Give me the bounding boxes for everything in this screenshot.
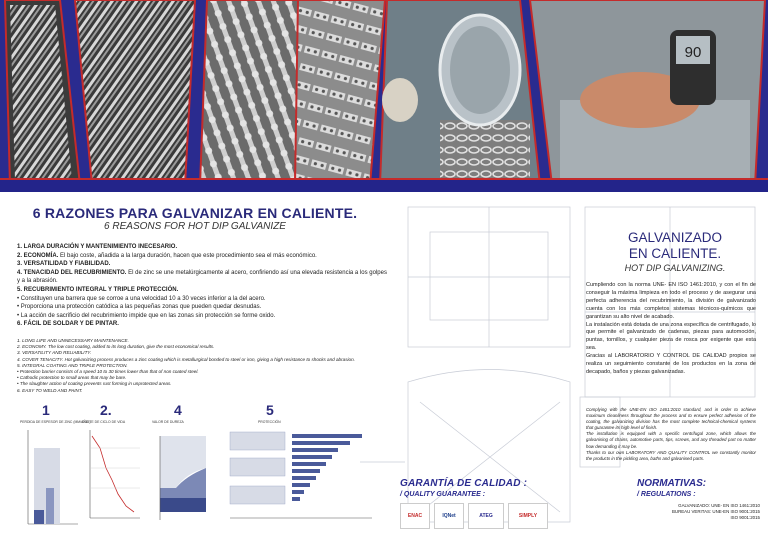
paragraph: Gracias al LABORATORIO Y CONTROL DE CALIDAD propios se realiza un seguimiento constante de los productos en la zona de decapado, baños y piezas galvanizadas.	[586, 353, 756, 375]
reason-item-en: 1. LONG LIFE AND UNNECESSARY MAINTENANCE.	[17, 338, 129, 343]
minichart-graphic	[20, 428, 80, 528]
galvanizing-text-english	[586, 407, 756, 462]
minichart-caption: PERDIDA DE ESPESOR DE ZINC (ΜM/AÑO.)	[20, 420, 91, 424]
minichart-graphic	[82, 428, 142, 528]
paragraph: Cumpliendo con la norma UNE- EN ISO 1461:2010, y con el fin de conseguir la máxima limpieza en todo el proceso y de asegurar una perfecta adherencia del recubrimiento, la división de galvanizado cuenta con los más completos sistemas técnicos-químicos que garantizan su alto nivel de acabado.	[586, 282, 756, 320]
reason-item-en: 6. EASY TO WELD AND PAINT.	[17, 387, 83, 393]
paragraph: Complying with the UNE-EN ISO 1461:2010 standard, and in order to achieve maximum cleanliness throughout the process and to ensure perfect adhesion of the coating, the galvanizing division has the most complete technical-chemical systems that guarantee its high level of finish.	[586, 407, 756, 431]
reason-item: 2. ECONOMÍA. El bajo coste, añadida a la larga duración, hacen que este procedimiento sea el más económico.	[17, 252, 317, 259]
page-title: 6 RAZONES PARA GALVANIZAR EN CALIENTE.	[32, 205, 358, 221]
minichart-life-cycle	[82, 402, 142, 532]
regulation-line: ISO 9001:2015	[730, 515, 760, 520]
section-subtitle: HOT DIP GALVANIZING.	[624, 263, 726, 273]
quality-subheading: / QUALITY GUARANTEE :	[400, 491, 486, 498]
reason-item-en: • Cathodic protection to small areas that may be bare.	[17, 375, 127, 381]
minichart-number: 4	[174, 402, 182, 418]
page-subtitle: 6 REASONS FOR HOT DIP GALVANIZE	[104, 221, 286, 232]
reason-item: 4. TENACIDAD DEL RECUBRIMIENTO. El de zinc se une metalúrgicamente al acero, confiriendo así una elevada resistencia a los golpes y a la abrasión.	[17, 269, 387, 285]
iqnet-logo: IQNet	[434, 503, 464, 529]
minichart-number: 5	[266, 402, 274, 418]
reasons-english	[17, 338, 387, 394]
minichart-number: 2.	[100, 402, 112, 418]
reason-item: • Constituyen una barrera que se corroe a una velocidad 10 a 30 veces inferior a la del acero.	[17, 295, 266, 302]
minichart-protection	[222, 402, 392, 532]
reason-item: 5. RECUBRIMIENTO INTEGRAL Y TRIPLE PROTECCIÓN.	[17, 286, 179, 293]
reason-item: • Proporciona una protección catódica a las pequeñas zonas que pueden quedar desnudas.	[17, 304, 262, 311]
regulation-line: BUREAU VERITAS: UNE-EN ISO 9001:2015	[671, 509, 760, 514]
reason-item: 1. LARGA DURACIÓN Y MANTENIMIENTO INECESARIO.	[17, 244, 178, 250]
reason-item-en: • The slaughter action of coating prevents rust forming in unprotected areas.	[17, 381, 172, 387]
banner-photos	[0, 0, 768, 192]
quality-heading: GARANTÍA DE CALIDAD :	[400, 478, 528, 489]
reason-item-en: 4. COVER TENACITY. Hot galvanizing process produces a zinc coating which is metallurgical bonded to steel or iron, giving a high resistance to shocks and abrasion.	[17, 356, 355, 362]
banner-bottom-strip	[0, 178, 768, 192]
regulations-subheading: / REGULATIONS :	[637, 491, 696, 498]
paragraph: Thanks to our own LABORATORY AND QUALITY CONTROL we constantly monitor the products in the pickling area, baths and galvanised parts.	[586, 449, 756, 461]
regulations-list	[600, 503, 760, 521]
minichart-caption: COSTE DE CICLO DE VIDA	[82, 420, 126, 424]
reason-item-en: • Protection barrier consists of a speed 10 to 30 times lower than that of non coated steel.	[17, 369, 199, 375]
reason-item: 3. VERSATILIDAD Y FIABILIDAD.	[17, 261, 111, 268]
paragraph: The installation is equipped with a specific centrifugal zone, which allows the galvanising of chains, automotive parts, tips, screws, and any threaded part no matter how demanding it may be.	[586, 431, 756, 449]
paragraph: La instalación está dotada de una zona específica de centrifugado, lo que permite el galvanizado de cadenas, piezas para automoción, puntas, tornillos, y cualquier pieza de rosca por exigente que esta sea.	[586, 321, 756, 352]
minichart-graphic	[222, 428, 392, 528]
reasons-spanish	[17, 243, 387, 329]
reason-item-en: 3. VERSATILITY AND RELIABILITY.	[17, 350, 92, 356]
regulation-line: GALVANIZADO: UNE- EN ISO 1461:2010	[678, 503, 760, 508]
certification-logos	[400, 503, 580, 533]
minichart-zinc-loss	[20, 402, 91, 532]
reason-item-en: 2. ECONOMY. The low cost coating, added to its long duration, give the most economical results.	[17, 344, 215, 350]
reason-item: 6. FÁCIL DE SOLDAR Y DE PINTAR.	[17, 321, 119, 328]
simply-logo: SIMPLY	[508, 503, 548, 529]
minichart-number: 1	[42, 402, 50, 418]
section-title: GALVANIZADO EN CALIENTE.	[627, 230, 723, 261]
galvanizing-text-spanish	[586, 282, 756, 377]
reason-item-en: 5. INTEGRAL COATING AND TRIPLE PROTECTION.	[17, 362, 128, 368]
gauge-reading: 90	[684, 44, 702, 61]
ateg-logo: ATEG	[468, 503, 504, 529]
minichart-graphic	[146, 428, 216, 528]
minichart-caption: PROTECCIÓN	[258, 420, 281, 424]
photo-banner	[0, 0, 768, 192]
minichart-caption: VALOR DE DUREZA	[152, 420, 184, 424]
regulations-heading: NORMATIVAS:	[637, 478, 707, 489]
enac-logo: ENAC	[400, 503, 430, 529]
reason-item: • La acción de sacrificio del recubrimiento impide que en las zonas sin protección se forme oxido.	[17, 312, 276, 319]
minichart-hardness	[146, 402, 216, 532]
